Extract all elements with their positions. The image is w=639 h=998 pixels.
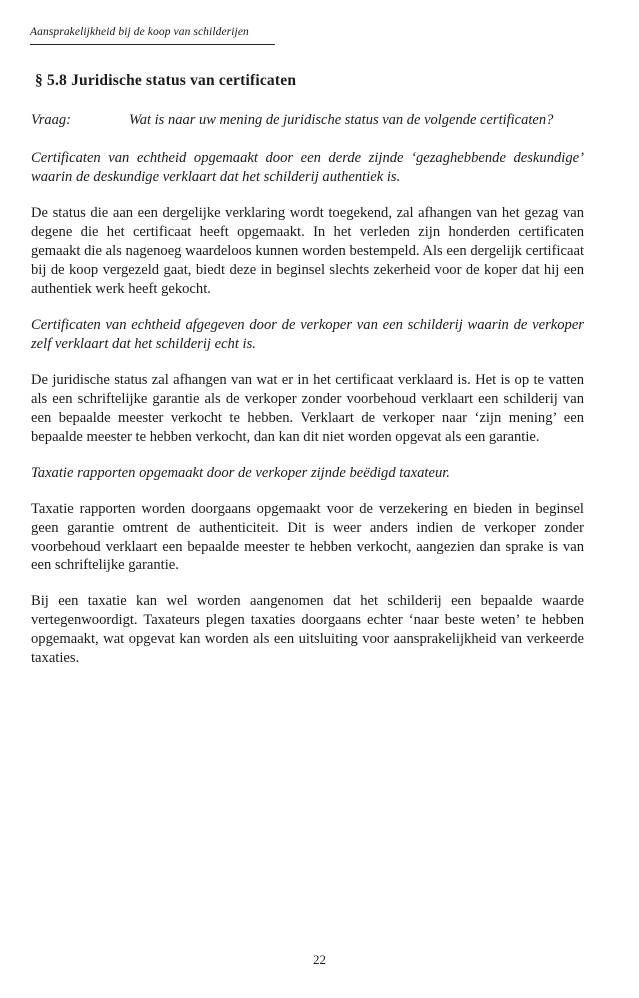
question-text: Wat is naar uw mening de juridische status van de volgende certificaten? xyxy=(129,112,554,128)
paragraph-appraisal-value: Bij een taxatie kan wel worden aangenomen dat het schilderij een bepaalde waarde vertegenwoordigt. Taxateurs plegen taxaties doorgaans echter ‘naar beste weten’ te hebben opgemaakt, wat opgevat kan worden als een uitsluiting voor aansprakelijkheid van verkeerde taxaties. xyxy=(31,593,584,667)
running-head: Aansprakelijkheid bij de koop van schilderijen xyxy=(30,26,249,38)
page-number: 22 xyxy=(313,952,326,967)
question-label: Vraag: xyxy=(31,112,72,128)
paragraph-appraisal-guarantee: Taxatie rapporten worden doorgaans opgemaakt voor de verzekering en bieden in beginsel geen garantie omtrent de authenticiteit. Dit is weer anders indien de verkoper zonder voorbehoud verklaart een bepaalde meester te hebben verkocht, aangezien dan sprake is van een schriftelijke garantie. xyxy=(31,500,584,574)
paragraph-certificate-seller: Certificaten van echtheid afgegeven door de verkoper van een schilderij waarin de verkoper zelf verklaart dat het schilderij echt is. xyxy=(31,316,584,352)
question-row xyxy=(31,112,584,129)
section-heading: § 5.8 Juridische status van certificaten xyxy=(35,72,297,89)
header-rule xyxy=(30,44,275,45)
paragraph-status-third-party: De status die aan een dergelijke verklaring wordt toegekend, zal afhangen van het gezag van degene die het certificaat heeft opgemaakt. In het verleden zijn honderden certificaten gemaakt die als nagenoeg waardeloos kunnen worden bestempeld. Als een dergelijk certificaat bij de koop vergezeld gaat, biedt deze in beginsel slechts zekerheid voor de koper dat hij een authentiek werk heeft gekocht. xyxy=(31,204,584,297)
paragraph-appraisal-reports: Taxatie rapporten opgemaakt door de verkoper zijnde beëdigd taxateur. xyxy=(31,464,450,481)
page-content xyxy=(31,72,584,668)
paragraph-status-seller: De juridische status zal afhangen van wat er in het certificaat verklaard is. Het is op te vatten als een schriftelijke garantie als de verkoper zonder voorbehoud verklaart een schilderij van een bepaalde meester verkocht te hebben. Verklaart de verkoper naar ‘zijn mening’ een bepaalde meester te hebben verkocht, dan kan dit niet worden opgevat als een garantie. xyxy=(31,371,584,445)
paragraph-certificate-third-party: Certificaten van echtheid opgemaakt door een derde zijnde ‘gezaghebbende deskundige’ waarin de deskundige verklaart dat het schilderij authentiek is. xyxy=(31,150,584,185)
